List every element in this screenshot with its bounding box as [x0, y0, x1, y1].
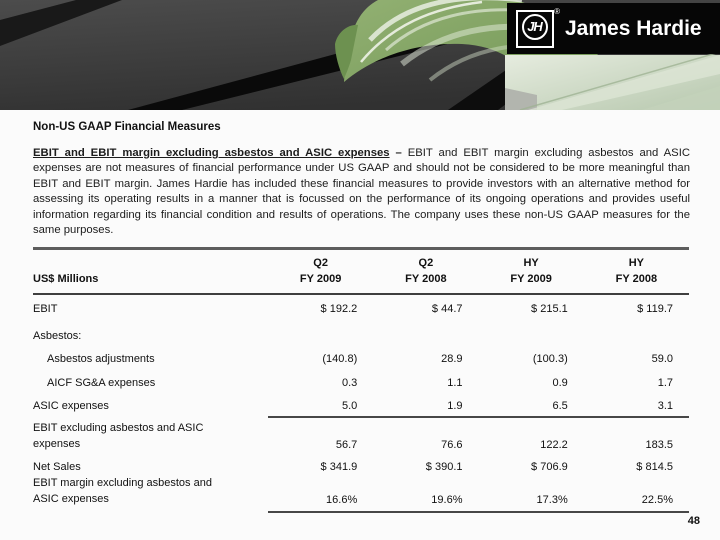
- paragraph-body: EBIT and EBIT margin excluding asbestos and ASIC expenses are not measures of financial performance under US GAAP and should not be considered to be more meaningful than EBIT and EBIT margin. James Hardie has included these financial measures to provide investors with an alternative method for assessing its operating results in a manner that is focussed on the performance of its ongoing operations and provides useful information regarding its financial condition and results of operations. The company uses these non-US GAAP measures for the same purposes.: [33, 147, 690, 237]
- row-label: EBIT margin excluding asbestos and ASIC expenses: [33, 477, 212, 505]
- cell-value: $ 215.1: [531, 303, 568, 315]
- cell-value: 59.0: [651, 353, 673, 365]
- row-label: EBIT: [33, 303, 58, 315]
- cell-value: 0.9: [552, 377, 568, 389]
- table-row: [33, 343, 689, 366]
- table-row: [33, 316, 689, 343]
- jh-monogram-icon: [516, 6, 560, 48]
- column-header-period: Q2: [418, 257, 434, 269]
- cell-value: 19.6%: [431, 494, 463, 506]
- row-label: EBIT excluding asbestos and ASIC expenses: [33, 422, 204, 450]
- cell-value: 6.5: [552, 400, 568, 412]
- cell-value: $ 390.1: [425, 461, 463, 473]
- cell-value: 17.3%: [536, 494, 568, 506]
- disclosure-paragraph: [33, 146, 690, 238]
- jh-monogram-circle: [522, 14, 548, 40]
- column-header-year: FY 2009: [510, 273, 552, 285]
- financial-table: [33, 247, 689, 513]
- column-header-period: HY: [628, 257, 645, 269]
- header-banner-image: [0, 0, 720, 110]
- cell-value: 1.9: [447, 400, 463, 412]
- cell-value: 183.5: [645, 439, 673, 451]
- row-label: ASIC expenses: [33, 400, 109, 412]
- table-year-header-row: [33, 269, 689, 293]
- cell-value: (100.3): [532, 353, 568, 365]
- cell-value: 5.0: [341, 400, 358, 412]
- paragraph-lead-underlined: EBIT and EBIT margin excluding asbestos and ASIC expenses: [33, 147, 390, 159]
- table-row: [33, 452, 689, 474]
- cell-value: (140.8): [322, 353, 358, 365]
- cell-value: $ 44.7: [431, 303, 463, 315]
- cell-value: 3.1: [657, 400, 673, 412]
- page-number: 48: [687, 515, 700, 527]
- registered-trademark-symbol: ®: [554, 6, 560, 16]
- row-label: AICF SG&A expenses: [47, 377, 156, 389]
- cell-value: 76.6: [441, 439, 463, 451]
- table-row: [33, 418, 689, 452]
- cell-value: 122.2: [540, 439, 568, 451]
- cell-value: 1.1: [447, 377, 463, 389]
- column-header-period: Q2: [313, 257, 328, 269]
- cell-value: 56.7: [335, 439, 358, 451]
- cell-value: $ 341.9: [320, 461, 358, 473]
- row-label: Asbestos adjustments: [47, 353, 155, 365]
- brand-logo: [507, 3, 720, 54]
- table-row: [33, 366, 689, 390]
- slide-heading: Non-US GAAP Financial Measures: [33, 121, 221, 133]
- column-header-year: FY 2008: [615, 273, 658, 285]
- cell-value: $ 192.2: [320, 303, 358, 315]
- unit-label: US$ Millions: [33, 273, 99, 285]
- table-row: [33, 474, 689, 507]
- paragraph-dash: –: [395, 147, 402, 159]
- cell-value: 22.5%: [641, 494, 673, 506]
- column-header-year: FY 2009: [299, 273, 342, 285]
- cell-value: 16.6%: [326, 494, 358, 506]
- row-label: Asbestos:: [33, 330, 82, 342]
- brand-name: James Hardie: [565, 16, 702, 40]
- column-header-year: FY 2008: [405, 273, 447, 285]
- table-row: [33, 390, 689, 413]
- jh-monogram-letters: JH: [527, 19, 542, 34]
- row-label: Net Sales: [33, 461, 81, 473]
- table-period-header-row: [33, 250, 689, 269]
- table-bottom-rule: [268, 511, 689, 513]
- table-row: [33, 295, 689, 316]
- cell-value: 1.7: [657, 377, 673, 389]
- cell-value: $ 119.7: [637, 303, 673, 315]
- column-header-period: HY: [523, 257, 539, 269]
- cell-value: 28.9: [441, 353, 463, 365]
- cell-value: 0.3: [341, 377, 358, 389]
- cell-value: $ 706.9: [531, 461, 568, 473]
- cell-value: $ 814.5: [636, 461, 673, 473]
